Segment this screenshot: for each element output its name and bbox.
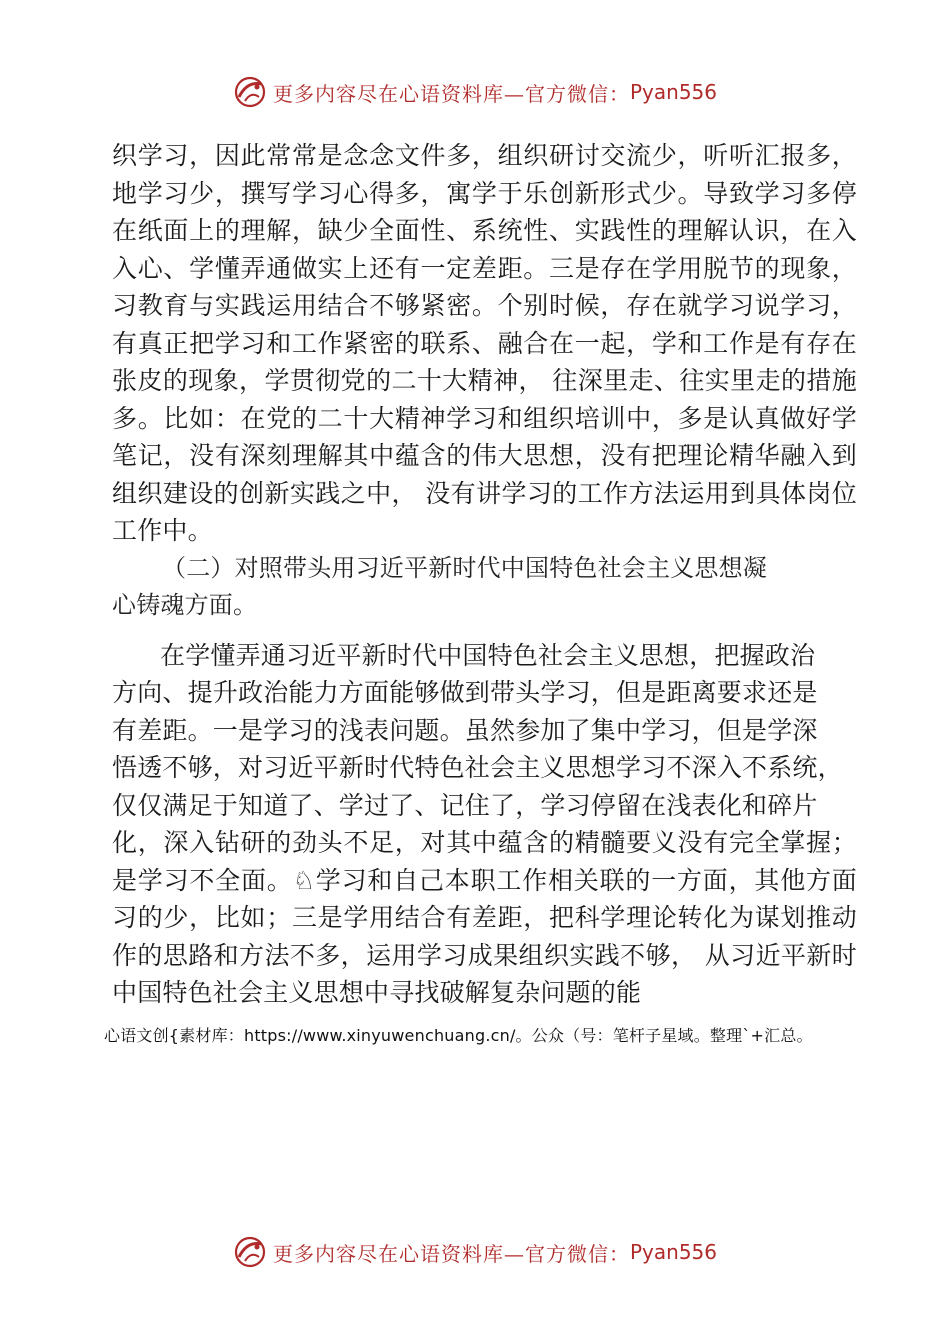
- text-line: 工作中。: [112, 516, 213, 545]
- banner-wechat-id: Pyan556: [629, 1240, 717, 1264]
- text-line: 织学习，因此常常是念念文件多，组织研讨交流少，听听汇报多，: [112, 141, 857, 170]
- text-line: 入心、学懂弄通做实上还有一定差距。三是存在学用脱节的现象，: [112, 253, 857, 283]
- text-line: 张皮的现象，学贯彻党的二十大精神， 往深里走、往实里走的措施: [112, 366, 857, 395]
- text-line: 作的思路和方法不多，运用学习成果组织实践不够， 从习近平新时: [112, 940, 857, 970]
- banner-text: 更多内容尽在心语资料库—官方微信：: [272, 1241, 630, 1266]
- text-line: 中国特色社会主义思想中寻找破解复杂问题的能: [112, 978, 642, 1007]
- text-line: 地学习少，撰写学习心得多，寓学于乐创新形式少。导致学习多停: [112, 178, 857, 208]
- text-line: 在学懂弄通习近平新时代中国特色社会主义思想，把握政治: [160, 640, 816, 670]
- header-banner: [0, 72, 950, 112]
- source-footnote: 心语文创{素材库：https://www.xinyuwenchuang.cn/。公众（号：笔杆子星域。整理`+汇总。: [104, 1026, 813, 1045]
- brand-logo-icon: [233, 75, 267, 109]
- paragraph-1: [112, 137, 857, 550]
- text-line: 有真正把学习和工作紧密的联系、融合在一起，学和工作是有存在: [112, 328, 857, 358]
- text-line: 笔记，没有深刻理解其中蕴含的伟大思想，没有把理论精华融入到: [112, 441, 857, 470]
- text-line: 悟透不够，对习近平新时代特色社会主义思想学习不深入不系统，: [112, 753, 843, 782]
- text-line: 习教育与实践运用结合不够紧密。个别时候，存在就学习说学习，: [112, 291, 857, 320]
- heading-line: （二）对照带头用习近平新时代中国特色社会主义思想凝: [162, 553, 767, 582]
- text-line: 是学习不全面。♘学习和自己本职工作相关联的一方面，其他方面: [112, 865, 857, 895]
- document-body: [112, 137, 857, 1012]
- text-line: 有差距。一是学习的浅表问题。虽然参加了集中学习，但是学深: [112, 715, 818, 745]
- banner-wechat-id: Pyan556: [629, 80, 717, 104]
- brand-logo-icon: [233, 1235, 267, 1269]
- text-line: 习的少，比如；三是学用结合有差距，把科学理论转化为谋划推动: [112, 903, 857, 932]
- text-line: 在纸面上的理解，缺少全面性、系统性、实践性的理解认识，在入: [112, 216, 857, 245]
- text-line: 多。比如：在党的二十大精神学习和组织培训中，多是认真做好学: [112, 403, 857, 433]
- text-line: 组织建设的创新实践之中， 没有讲学习的工作方法运用到具体岗位: [112, 478, 857, 508]
- text-line: 化，深入钻研的劲头不足，对其中蕴含的精髓要义没有完全掌握；: [112, 828, 857, 857]
- section-heading: [112, 550, 857, 625]
- text-line: 仅仅满足于知道了、学过了、记住了，学习停留在浅表化和碎片: [112, 790, 818, 820]
- banner-text: 更多内容尽在心语资料库—官方微信：: [272, 81, 630, 106]
- heading-line: 心铸魂方面。: [112, 591, 258, 619]
- spacer: [112, 625, 857, 637]
- footer-banner: [0, 1232, 950, 1272]
- paragraph-2: [112, 637, 857, 1012]
- text-line: 方向、提升政治能力方面能够做到带头学习，但是距离要求还是: [112, 678, 818, 707]
